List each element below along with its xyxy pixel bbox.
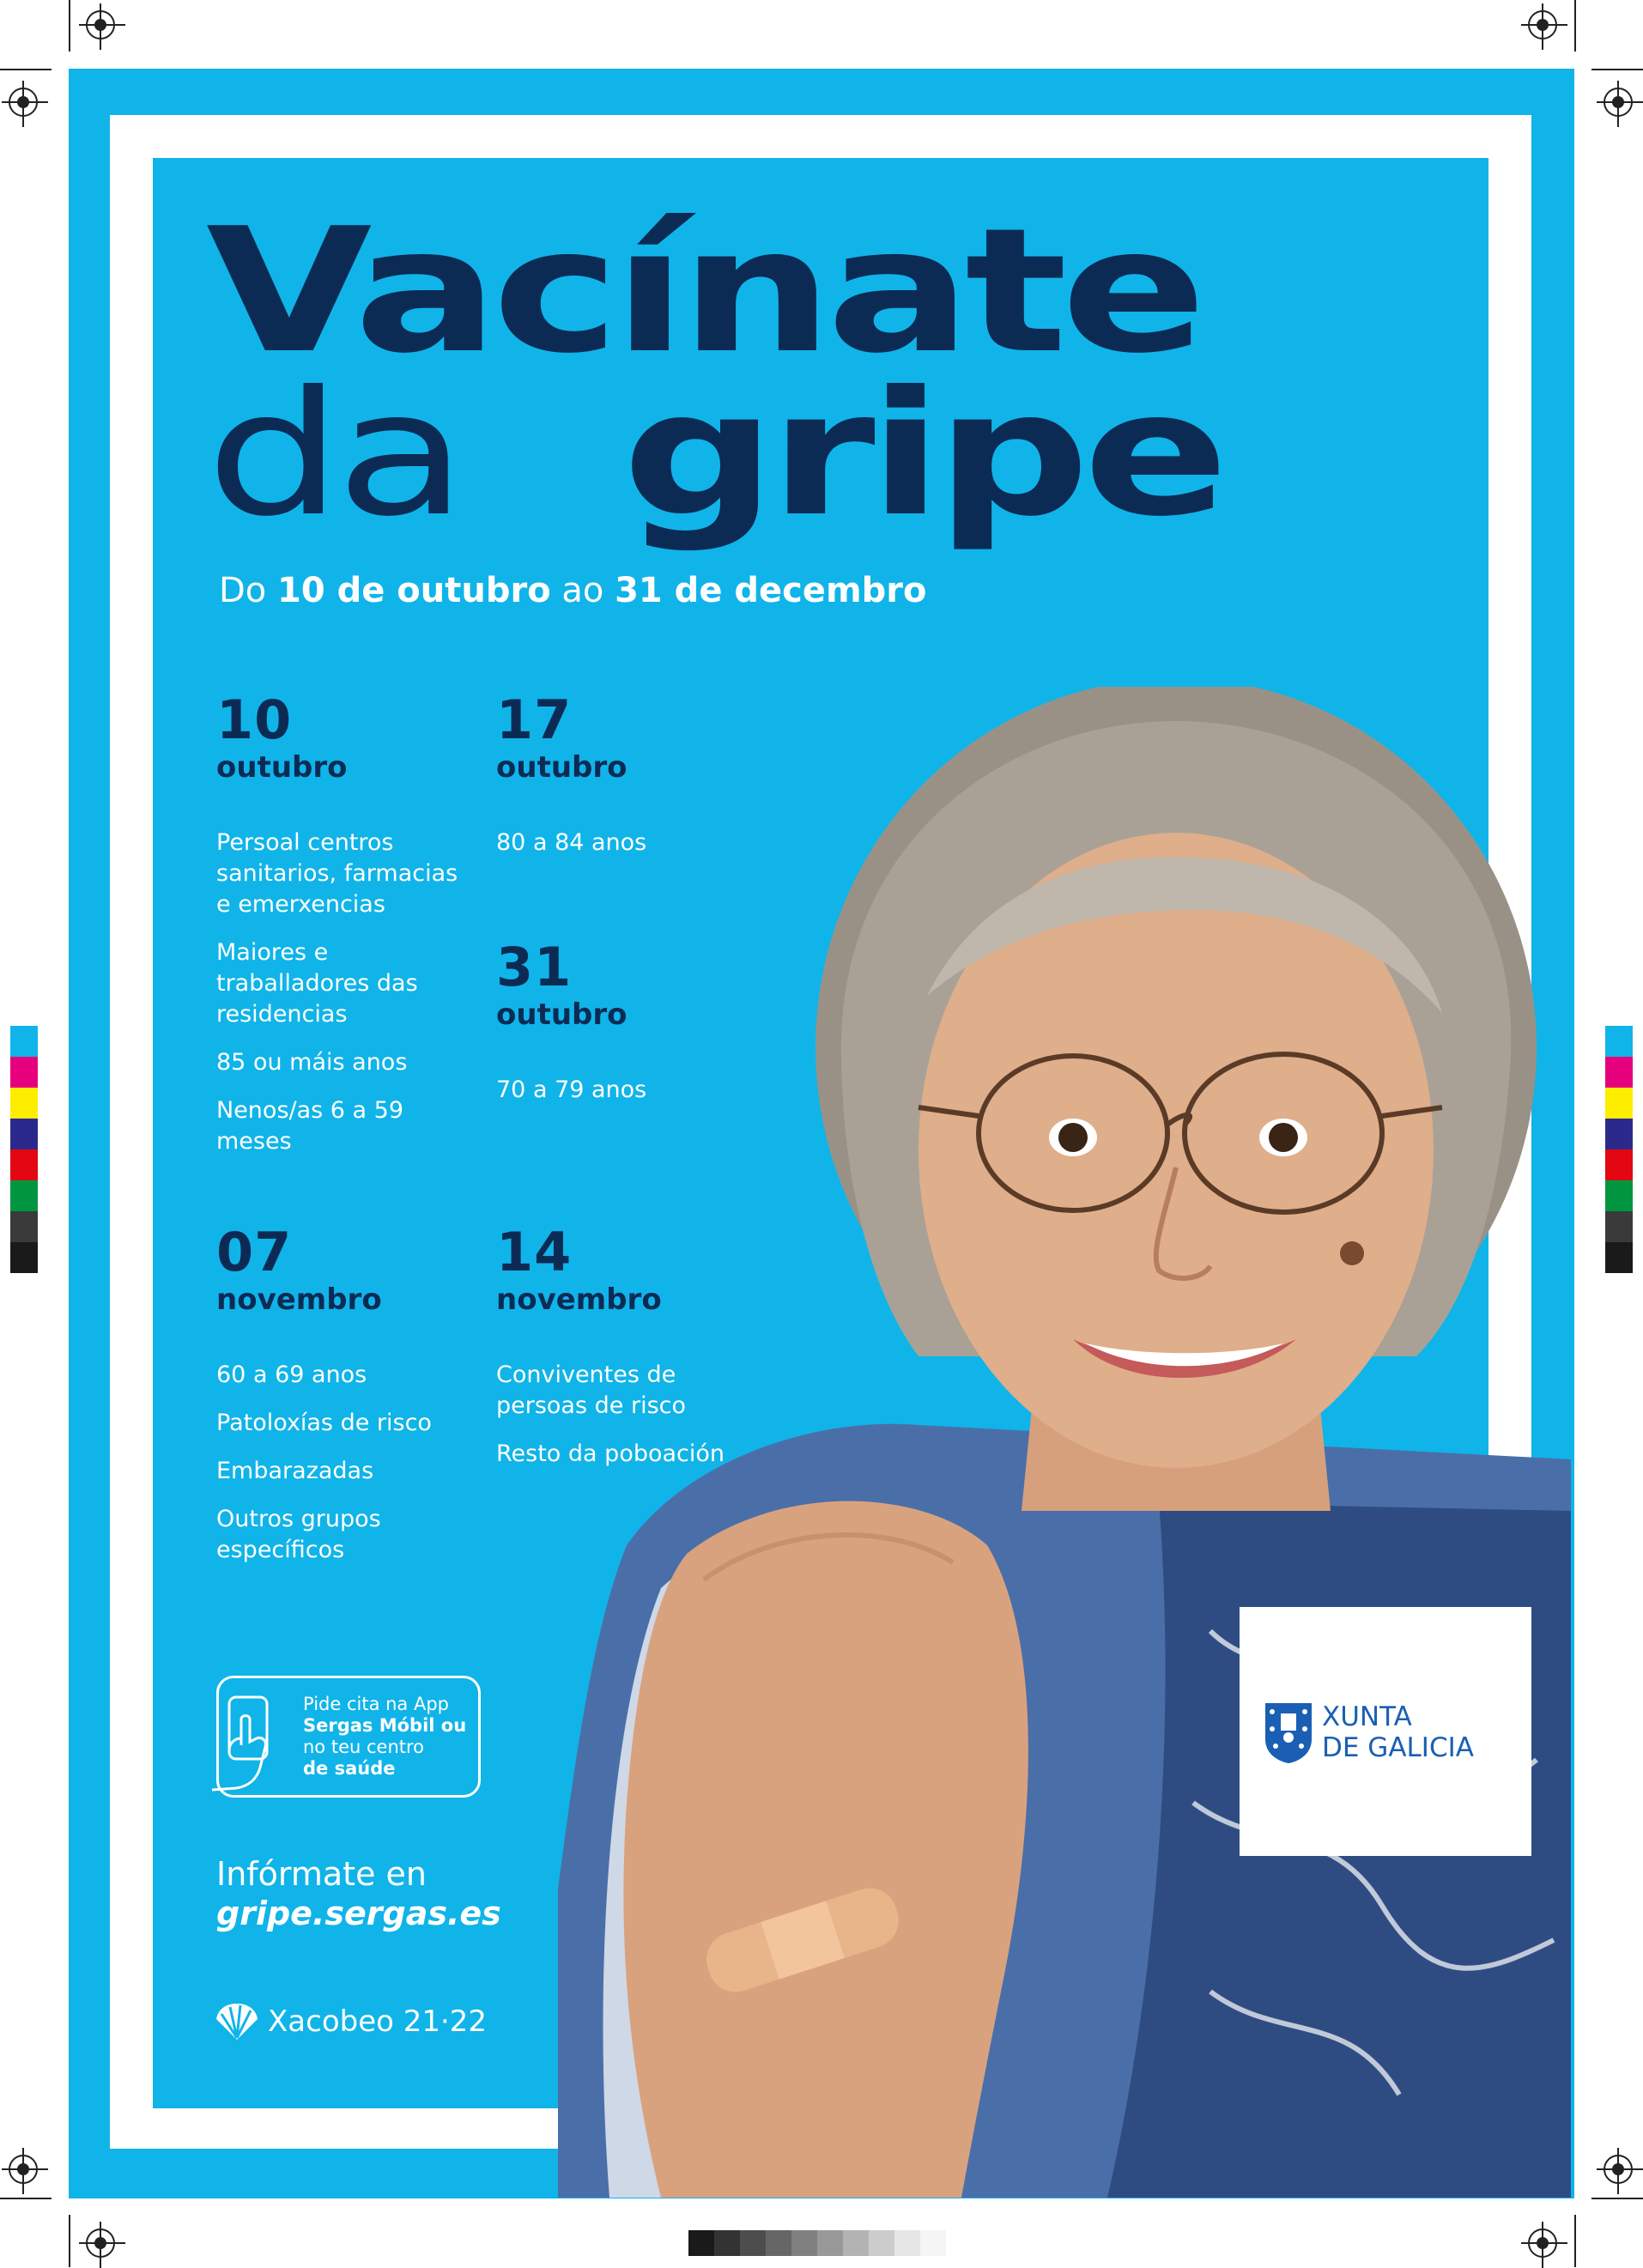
- cita-line: Sergas Móbil ou: [303, 1715, 467, 1736]
- dates-do: Do: [219, 571, 267, 610]
- schedule-item: Maiores e traballadores das residencias: [216, 939, 418, 1028]
- registration-mark: [1604, 88, 1633, 117]
- registration-mark: [1528, 2229, 1557, 2258]
- schedule-day: 07: [216, 1221, 293, 1283]
- schedule-month: outubro: [496, 750, 627, 785]
- cita-line: de saúde: [303, 1758, 396, 1779]
- crop-mark: [0, 69, 52, 70]
- schedule-day: 10: [216, 688, 293, 751]
- schedule-14-novembro: [496, 1221, 754, 1487]
- phone-tap-icon: [203, 1694, 298, 1814]
- info-label: Infórmate en: [216, 1855, 427, 1893]
- registration-mark: [9, 2155, 38, 2184]
- schedule-item: 60 a 69 anos: [216, 1361, 367, 1388]
- crop-mark: [1591, 69, 1643, 70]
- schedule-item: Conviventes de persoas de risco: [496, 1361, 686, 1419]
- registration-mark: [1528, 10, 1557, 39]
- scallop-shell-icon: [213, 2000, 261, 2043]
- schedule-item: Patoloxías de risco: [216, 1410, 432, 1436]
- campaign-dates: [219, 571, 927, 610]
- dates-start: 10 de outubro: [277, 571, 551, 610]
- schedule-10-outubro: [216, 688, 474, 1174]
- appointment-callout: [216, 1676, 481, 1798]
- schedule-month: outubro: [216, 750, 348, 785]
- schedule-item: Resto da poboación: [496, 1440, 725, 1467]
- registration-mark: [86, 2229, 115, 2258]
- dates-ao: ao: [561, 571, 604, 610]
- schedule-item: 80 a 84 anos: [496, 829, 647, 856]
- crop-mark: [69, 2215, 70, 2267]
- xunta-line: XUNTA: [1322, 1701, 1412, 1732]
- crop-mark: [1574, 2215, 1576, 2267]
- xacobeo-text: Xacobeo 21·22: [268, 2004, 488, 2039]
- schedule-item: Embarazadas: [216, 1458, 374, 1484]
- registration-mark: [9, 88, 38, 117]
- headline-gripe: gripe: [622, 355, 1222, 555]
- crop-mark: [1574, 0, 1576, 52]
- color-bar-left: [10, 1026, 38, 1273]
- crop-mark: [0, 2198, 52, 2199]
- schedule-item: 70 a 79 anos: [496, 1076, 647, 1103]
- headline-da: da: [206, 355, 461, 555]
- dates-end: 31 de decembro: [615, 571, 927, 610]
- schedule-day: 14: [496, 1221, 573, 1283]
- schedule-item: Outros grupos específicos: [216, 1506, 381, 1563]
- color-bar-right: [1605, 1026, 1633, 1273]
- crop-mark: [69, 0, 70, 52]
- schedule-month: novembro: [216, 1283, 382, 1317]
- registration-mark: [1604, 2155, 1633, 2184]
- schedule-month: novembro: [496, 1283, 662, 1317]
- schedule-item: Nenos/as 6 a 59 meses: [216, 1097, 404, 1155]
- cita-line: Pide cita na App: [303, 1694, 449, 1714]
- schedule-item: 85 ou máis anos: [216, 1049, 408, 1076]
- schedule-item: Persoal centros sanitarios, farmacias e emerxencias: [216, 829, 458, 918]
- schedule-day: 31: [496, 936, 573, 998]
- info-url-link[interactable]: gripe.sergas.es: [216, 1895, 501, 1932]
- gray-bar: [688, 2230, 946, 2256]
- xunta-line: DE GALICIA: [1322, 1732, 1474, 1763]
- schedule-day: 17: [496, 688, 573, 751]
- schedule-month: outubro: [496, 998, 627, 1032]
- registration-mark: [86, 10, 115, 39]
- schedule-31-outubro: [496, 936, 754, 1123]
- xunta-logo-box: [1240, 1607, 1531, 1856]
- galicia-coat-of-arms-icon: [1264, 1700, 1313, 1765]
- schedule-17-outubro: [496, 688, 754, 876]
- headline-vacinate: Vacínate: [206, 191, 1201, 391]
- info-block: [216, 1854, 501, 1933]
- xacobeo-logo: [213, 2000, 487, 2043]
- cita-line: no teu centro: [303, 1737, 425, 1757]
- crop-mark: [1591, 2198, 1643, 2199]
- schedule-07-novembro: [216, 1221, 474, 1583]
